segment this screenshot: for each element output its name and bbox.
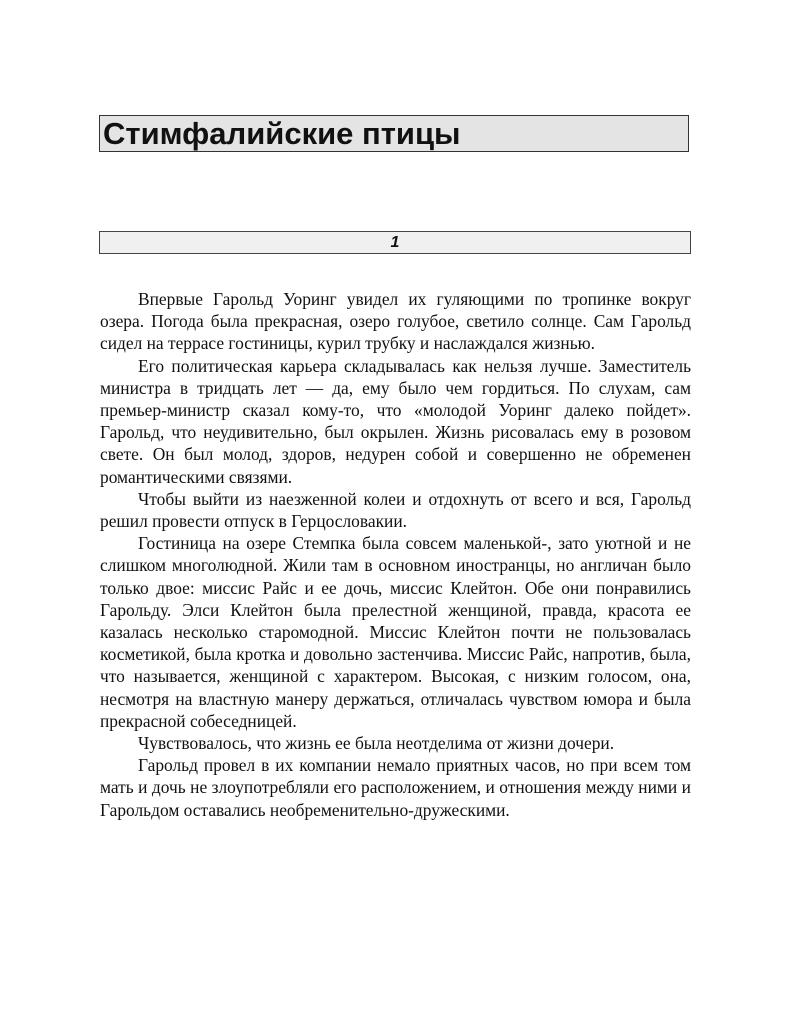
paragraph: Гостиница на озере Стемпка была совсем маленькой-, зато уютной и не слишком многолюдной. Жили там в основном иностранцы, но англичан было только двое: миссис Райс и ее дочь, миссис Клейтон. Обе они понравились Гарольду. Элси Клейтон была прелестной женщиной, правда, красота ее казалась несколько старомодной. Миссис Клейтон почти не пользовалась косметикой, была кротка и довольно застенчива. Миссис Райс, напротив, была, что называется, женщиной с характером. Высокая, с низким голосом, она, несмотря на властную манеру держаться, отличалась чувством юмора и была прекрасной собеседницей. bbox=[100, 533, 691, 731]
body-text bbox=[100, 288, 691, 821]
paragraph: Чувствовалось, что жизнь ее была неотделима от жизни дочери. bbox=[138, 733, 615, 754]
paragraph: Чтобы выйти из наезженной колеи и отдохнуть от всего и вся, Гарольд решил провести отпуск в Герцословакии. bbox=[100, 488, 691, 532]
page-title: Стимфалийские птицы bbox=[103, 116, 461, 151]
paragraph: Гарольд провел в их компании немало приятных часов, но при всем том мать и дочь не злоупотребляли его расположением, и отношения между ними и Гарольдом оставались необременительно-дружескими. bbox=[100, 755, 691, 820]
chapter-number: 1 bbox=[390, 234, 400, 251]
paragraph: Впервые Гарольд Уоринг увидел их гуляющими по тропинке вокруг озера. Погода была прекрасная, озеро голубое, светило солнце. Сам Гарольд сидел на террасе гостиницы, курил трубку и наслаждался жизнью. bbox=[100, 289, 691, 354]
chapter-heading-box bbox=[99, 231, 691, 254]
paragraph: Его политическая карьера складывалась как нельзя лучше. Заместитель министра в тридцать лет — да, ему было чем гордиться. По слухам, сам премьер-министр сказал кому-то, что «молодой Уоринг далеко пойдет». Гарольд, что неудивительно, был окрылен. Жизнь рисовалась ему в розовом свете. Он был молод, здоров, недурен собой и совершенно не обременен романтическими связями. bbox=[100, 355, 691, 487]
title-box bbox=[99, 115, 689, 152]
